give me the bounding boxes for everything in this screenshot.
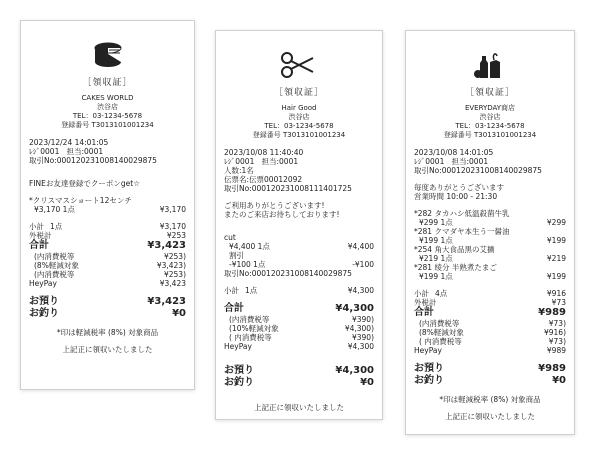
item-row: ¥219 1点 ¥219 bbox=[419, 254, 566, 263]
item-name: *282 タカハシ低温殺菌牛乳 bbox=[414, 209, 510, 218]
receipt-title: ［領収証］ bbox=[273, 88, 324, 98]
change-row: お釣り ¥0 bbox=[224, 377, 374, 388]
change-row: お釣り ¥0 bbox=[29, 308, 186, 319]
item-name: *281 绫分 半熟煮たまご bbox=[414, 263, 497, 272]
store-name: EVERYDAY商店 bbox=[464, 104, 516, 112]
total-row: 合計 ¥989 bbox=[414, 307, 566, 318]
business-hours: 営業時間 10:00 - 21:30 bbox=[414, 192, 498, 201]
people-count: 人数:1名 bbox=[224, 166, 254, 175]
promo-message: FINEお友達登録でクーポンget☆ bbox=[29, 179, 140, 188]
register-id: ﾚｼﾞ0001 bbox=[29, 147, 60, 156]
subtotal-row: 小計 1点 ¥4,300 bbox=[224, 286, 374, 295]
discount-row: -¥100 1点 -¥100 bbox=[229, 260, 374, 269]
register-id: ﾚｼﾞ0001 bbox=[414, 157, 445, 166]
reduced-rate-row: (8%軽減対象 ¥3,423) bbox=[34, 261, 186, 270]
item-row: ¥4,400 1点 ¥4,400 bbox=[229, 242, 374, 251]
transaction-number: 取引No:000120231008111401725 bbox=[224, 184, 352, 193]
date-time: 2023/10/08 14:01:05 bbox=[414, 148, 494, 157]
item-name: *281 クマダヤ本生う一醤油 bbox=[414, 227, 510, 236]
register-staff bbox=[414, 157, 566, 166]
store-name: Hair Good bbox=[281, 104, 317, 112]
item-name: *254 角大食品黒の艾擴 bbox=[414, 245, 495, 254]
payment-row: HeyPay ¥989 bbox=[414, 346, 566, 355]
receipt-footer: 上記正に領収いたしました bbox=[254, 403, 344, 412]
standard-rate-row: (10%軽減対象 ¥4,300) bbox=[229, 324, 374, 333]
receipt-title: ［領収証］ bbox=[82, 78, 133, 88]
receipt-hair-good bbox=[215, 30, 383, 420]
outer-tax-row: 外税計 ¥253 bbox=[29, 231, 186, 240]
staff-id: 担当:0001 bbox=[261, 157, 299, 166]
branch-name: 渋谷店 bbox=[288, 113, 310, 121]
thanks-message: ご利用ありがとうございます! bbox=[224, 201, 325, 210]
tax-included-row-2: ( 内消費税等 ¥390) bbox=[229, 333, 374, 342]
registration-number: 登録番号 T3013101001234 bbox=[61, 121, 154, 129]
item-row: ¥199 1点 ¥199 bbox=[419, 272, 566, 281]
receipt-title: ［領収証］ bbox=[464, 88, 515, 98]
slip-name: 伝票名:伝票00012092 bbox=[224, 175, 303, 184]
payment-row: HeyPay ¥4,300 bbox=[224, 342, 374, 351]
item-row: ¥3,170 1点 ¥3,170 bbox=[34, 205, 186, 214]
tax-included-row-2: ( 内消費税等 ¥73) bbox=[419, 337, 566, 346]
branch-name: 渋谷店 bbox=[97, 103, 118, 111]
transaction-number: 取引No:000120231008140029875 bbox=[414, 166, 542, 175]
tax-included-row-2: (内消費税等 ¥253) bbox=[34, 270, 186, 279]
cake-icon bbox=[29, 39, 186, 71]
change-row: お釣り ¥0 bbox=[414, 375, 566, 386]
receipt-footer: 上記正に領収いたしました bbox=[445, 412, 535, 421]
deposit-row: お預り ¥989 bbox=[414, 363, 566, 374]
date-time: 2023/12/24 14:01:05 bbox=[29, 138, 109, 147]
reduced-tax-note: *印は軽減税率 (8%) 対象商品 bbox=[439, 395, 541, 404]
register-staff bbox=[29, 147, 186, 156]
reduced-rate-row: (8%軽減対象 ¥916) bbox=[419, 328, 566, 337]
register-staff bbox=[224, 157, 374, 166]
staff-id: 担当:0001 bbox=[66, 147, 104, 156]
total-row: 合計 ¥3,423 bbox=[29, 240, 186, 251]
store-tel: TEL：03-1234-5678 bbox=[455, 122, 525, 130]
discount-label: 割引 bbox=[229, 251, 244, 260]
store-name: CAKES WORLD bbox=[81, 94, 134, 102]
scissors-icon bbox=[224, 49, 374, 81]
revisit-message: またのご来店お待ちしております! bbox=[224, 210, 340, 219]
thanks-message: 毎度ありがとうございます bbox=[414, 183, 504, 192]
store-tel: TEL：03-1234-5678 bbox=[264, 122, 334, 130]
tax-included-row: (内消費税等 ¥73) bbox=[419, 319, 566, 328]
total-row: 合計 ¥4,300 bbox=[224, 303, 374, 314]
register-id: ﾚｼﾞ0001 bbox=[224, 157, 255, 166]
store-tel: TEL：03-1234-5678 bbox=[72, 112, 143, 120]
deposit-row: お預り ¥3,423 bbox=[29, 296, 186, 307]
payment-row: HeyPay ¥3,423 bbox=[29, 279, 186, 288]
groceries-icon bbox=[414, 49, 566, 81]
registration-number: 登録番号 T3013101001234 bbox=[443, 131, 537, 139]
transaction-number-2: 取引No:000120231008140029875 bbox=[224, 269, 352, 278]
date-time: 2023/10/08 11:40:40 bbox=[224, 148, 304, 157]
tax-included-row: (内消費税等 ¥390) bbox=[229, 315, 374, 324]
outer-tax-row: 外税計 ¥73 bbox=[414, 298, 566, 307]
item-name: cut bbox=[224, 233, 236, 242]
item-row: ¥299 1点 ¥299 bbox=[419, 218, 566, 227]
item-row: ¥199 1点 ¥199 bbox=[419, 236, 566, 245]
branch-name: 渋谷店 bbox=[479, 113, 501, 121]
tax-included-row: (内消費税等 ¥253) bbox=[34, 252, 186, 261]
registration-number: 登録番号 T3013101001234 bbox=[252, 131, 346, 139]
subtotal-row: 小計 4点 ¥916 bbox=[414, 289, 566, 298]
transaction-number: 取引No:00012023100814002987​5 bbox=[29, 156, 157, 165]
reduced-tax-note: *印は軽減税率 (8%) 対象商品 bbox=[56, 328, 159, 337]
receipt-everyday-shop bbox=[405, 30, 575, 435]
receipt-footer: 上記正に領収いたしました bbox=[62, 345, 153, 354]
subtotal-row: 小計 1点 ¥3,170 bbox=[29, 222, 186, 231]
deposit-row: お預り ¥4,300 bbox=[224, 365, 374, 376]
receipt-cakes-world bbox=[20, 20, 195, 390]
staff-id: 担当:0001 bbox=[451, 157, 489, 166]
item-name: *クリスマスショート12センチ bbox=[29, 196, 132, 205]
